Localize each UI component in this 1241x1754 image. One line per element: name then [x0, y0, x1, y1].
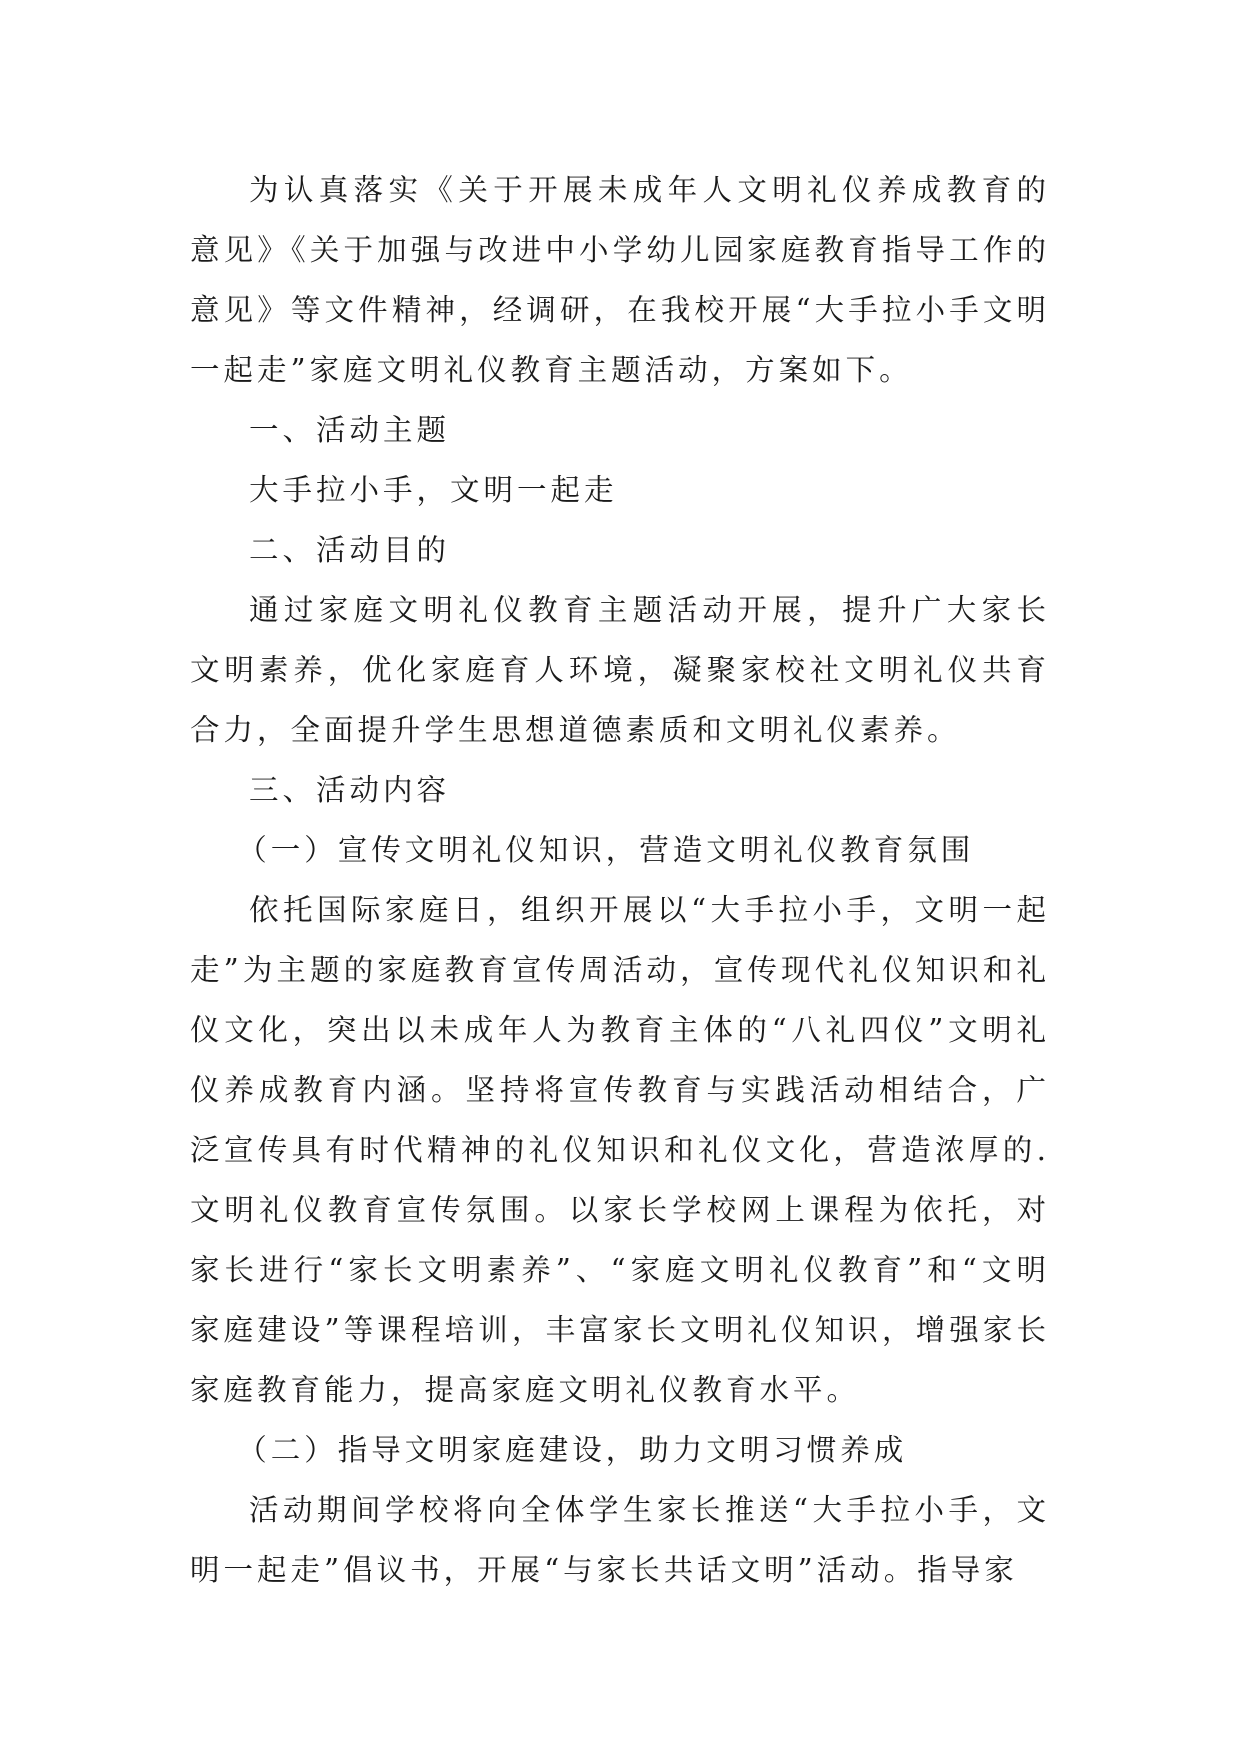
intro-paragraph: 为认真落实《关于开展未成年人文明礼仪养成教育的意见》《关于加强与改进中小学幼儿园家庭教育指导工作的意见》等文件精神，经调研，在我校开展“大手拉小手文明一起走”家庭文明礼仪教育主题活动，方案如下。 — [190, 173, 1050, 387]
subsection-paragraph-2: 活动期间学校将向全体学生家长推送“大手拉小手，文明一起走”倡议书，开展“与家长共话文明”活动。指导家 — [190, 1493, 1050, 1587]
subsection-heading-1: （一）宣传文明礼仪知识，营造文明礼仪教育氛围 — [237, 833, 975, 867]
subsection-heading-2: （二）指导文明家庭建设，助力文明习惯养成 — [237, 1433, 908, 1467]
document-page — [190, 160, 1050, 1600]
purpose-paragraph: 通过家庭文明礼仪教育主题活动开展，提升广大家长文明素养，优化家庭育人环境，凝聚家校社文明礼仪共育合力，全面提升学生思想道德素质和文明礼仪素养。 — [190, 593, 1050, 747]
subsection-paragraph-1: 依托国际家庭日，组织开展以“大手拉小手，文明一起走”为主题的家庭教育宣传周活动，宣传现代礼仪知识和礼仪文化，突出以未成年人为教育主体的“八礼四仪”文明礼仪养成教育内涵。坚持将宣传教育与实践活动相结合，广泛宣传具有时代精神的礼仪知识和礼仪文化，营造浓厚的.文明礼仪教育宣传氛围。以家长学校网上课程为依托，对家长进行“家长文明素养”、“家庭文明礼仪教育”和“文明家庭建设”等课程培训，丰富家长文明礼仪知识，增强家长家庭教育能力，提高家庭文明礼仪教育水平。 — [190, 893, 1050, 1407]
section-heading-purpose: 二、活动目的 — [249, 533, 451, 567]
section-heading-content: 三、活动内容 — [249, 773, 451, 807]
section-text-theme: 大手拉小手，文明一起走 — [249, 473, 618, 507]
section-heading-theme: 一、活动主题 — [249, 413, 451, 447]
